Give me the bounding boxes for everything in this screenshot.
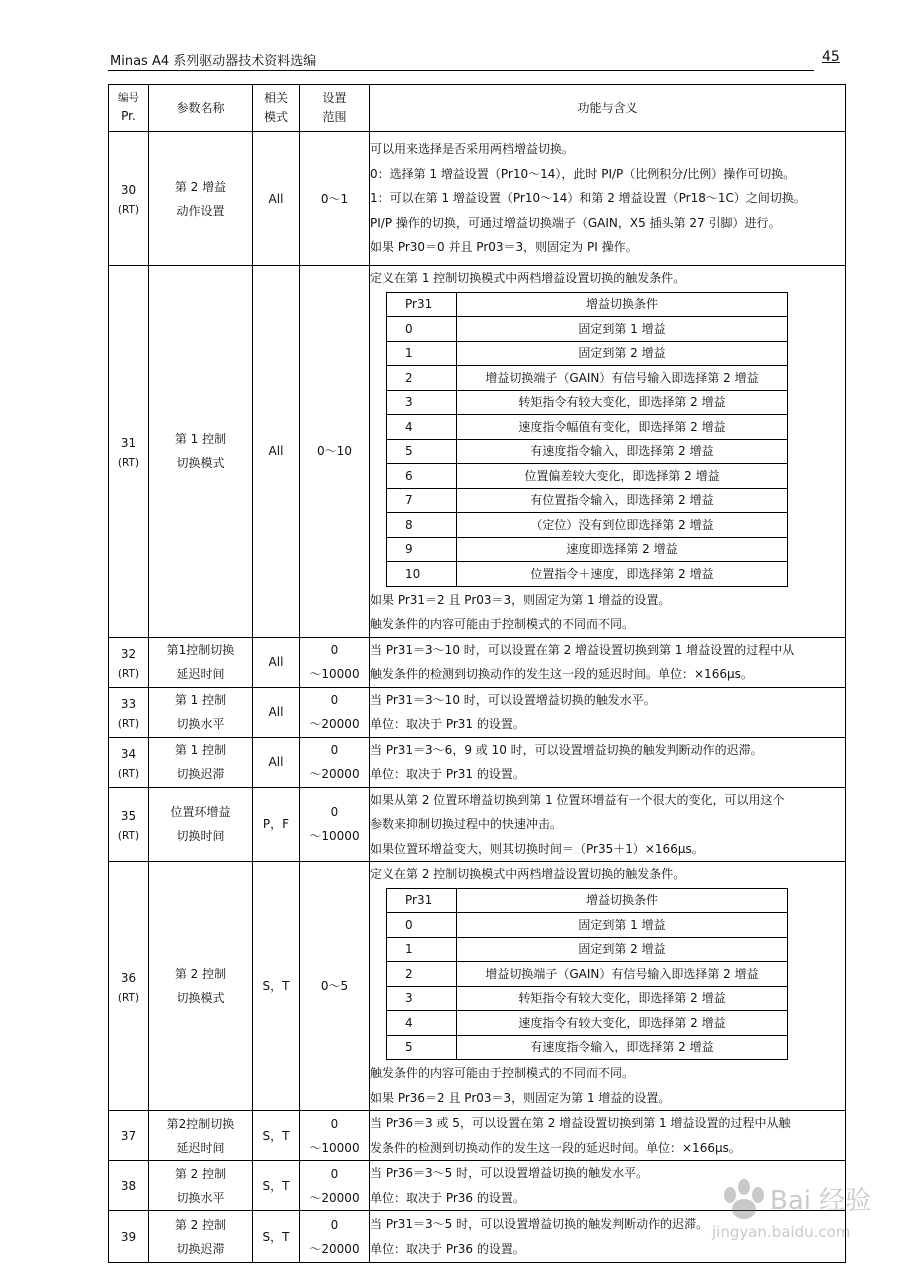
param-mode: All <box>253 637 300 687</box>
param-mode: All <box>253 132 300 266</box>
param-range <box>300 266 370 638</box>
param-name-line: 切换水平 <box>176 1190 225 1205</box>
header-function: 功能与含义 <box>370 85 846 132</box>
condition-value: 1 <box>387 341 457 366</box>
param-name-line: 切换时间 <box>176 829 225 844</box>
description-line: 0：选择第 1 增益设置（Pr10～14），此时 PI/P（比例积分/比例）操作可切换。 <box>370 166 796 181</box>
param-number <box>109 132 149 266</box>
condition-text: 有速度指令输入，即选择第 2 增益 <box>457 439 788 464</box>
param-name <box>149 787 253 862</box>
param-description <box>370 737 846 787</box>
table-row <box>109 737 846 787</box>
param-name <box>149 266 253 638</box>
sub-table-row <box>387 913 788 938</box>
description-line: 单位：取决于 Pr36 的设置。 <box>370 1190 525 1205</box>
condition-text: 转矩指令有较大变化，即选择第 2 增益 <box>457 390 788 415</box>
condition-value: 2 <box>387 962 457 987</box>
param-name-line: 第 2 增益 <box>174 179 227 194</box>
param-name <box>149 637 253 687</box>
condition-value: 10 <box>387 562 457 587</box>
param-range <box>300 1211 370 1263</box>
param-range-line: 0～1 <box>320 191 349 206</box>
param-description <box>370 637 846 687</box>
param-name-line: 第 2 控制 <box>174 967 227 981</box>
condition-value: 4 <box>387 415 457 440</box>
watermark-url: jingyan.baidu.com <box>712 1223 851 1241</box>
description-line: 触发条件的检测到切换动作的发生这一段的延迟时间。单位：×166μs。 <box>370 667 753 681</box>
param-name <box>149 1161 253 1211</box>
description-intro: 定义在第 2 控制切换模式中两档增益设置切换的触发条件。 <box>370 867 686 881</box>
condition-text: 固定到第 2 增益 <box>457 937 788 962</box>
param-name-line: 第 1 控制 <box>174 693 227 707</box>
sub-table-row <box>387 415 788 440</box>
param-name-line: 第 2 控制 <box>174 1166 227 1181</box>
param-name-line: 延迟时间 <box>176 1140 225 1155</box>
table-row <box>109 687 846 737</box>
condition-text: 有位置指令输入，即选择第 2 增益 <box>457 488 788 513</box>
description-note: 触发条件的内容可能由于控制模式的不同而不同。 <box>370 617 635 631</box>
param-name <box>149 132 253 266</box>
condition-text: 固定到第 1 增益 <box>457 913 788 938</box>
document-header-title: Minas A4 系列驱动器技术资料选编 <box>110 54 317 69</box>
param-rt: (RT) <box>117 667 140 680</box>
param-range <box>300 862 370 1111</box>
condition-value: 1 <box>387 937 457 962</box>
param-name-line: 动作设置 <box>176 203 225 218</box>
condition-value: 0 <box>387 913 457 938</box>
description-line: 单位：取决于 Pr31 的设置。 <box>370 717 525 731</box>
sub-table-row <box>387 537 788 562</box>
table-row <box>109 266 846 638</box>
description-line: PI/P 操作的切换，可通过增益切换端子（GAIN，X5 插头第 27 引脚）进行。 <box>370 215 781 230</box>
table-row <box>109 862 846 1111</box>
baidu-jingyan-watermark <box>690 1165 880 1245</box>
param-mode: P，F <box>253 787 300 862</box>
sub-table-row <box>387 962 788 987</box>
param-name-line: 切换迟滞 <box>176 767 225 781</box>
param-no: 38 <box>120 1178 137 1193</box>
param-description <box>370 1111 846 1161</box>
param-description <box>370 787 846 862</box>
header-name: 参数名称 <box>149 85 253 132</box>
param-name-line: 位置环增益 <box>170 805 231 820</box>
parameter-table <box>108 84 846 1263</box>
sub-table-row <box>387 488 788 513</box>
table-row <box>109 787 846 862</box>
param-range-line: ～20000 <box>309 767 360 781</box>
table-row <box>109 637 846 687</box>
param-no: 36 <box>120 970 137 985</box>
sub-header-condition: 增益切换条件 <box>457 888 788 913</box>
description-line: 当 Pr36＝3 或 5，可以设置在第 2 增益设置切换到第 1 增益设置的过程中从触 <box>370 1116 791 1130</box>
condition-text: 速度指令幅值有变化，即选择第 2 增益 <box>457 415 788 440</box>
sub-table-row <box>387 562 788 587</box>
param-name <box>149 737 253 787</box>
header-rule <box>108 70 814 71</box>
param-name-line: 切换水平 <box>176 717 225 731</box>
param-mode: All <box>253 266 300 638</box>
description-line: 如果位置环增益变大，则其切换时间＝（Pr35＋1）×166μs。 <box>370 841 704 856</box>
param-number <box>109 1111 149 1161</box>
sub-table-row <box>387 439 788 464</box>
param-range <box>300 1161 370 1211</box>
param-description <box>370 687 846 737</box>
param-range <box>300 737 370 787</box>
param-no: 32 <box>120 646 137 661</box>
param-mode: All <box>253 737 300 787</box>
table-row <box>109 1111 846 1161</box>
param-range-line: 0～5 <box>320 979 349 993</box>
condition-value: 6 <box>387 464 457 489</box>
param-name <box>149 862 253 1111</box>
param-range-line: ～20000 <box>309 717 360 731</box>
param-range <box>300 132 370 266</box>
condition-text: 增益切换端子（GAIN）有信号输入即选择第 2 增益 <box>457 366 788 391</box>
condition-value: 2 <box>387 366 457 391</box>
condition-text: 有速度指令输入，即选择第 2 增益 <box>457 1035 788 1060</box>
param-mode: All <box>253 687 300 737</box>
description-line: 可以用来选择是否采用两档增益切换。 <box>370 142 575 157</box>
param-range-line: ～20000 <box>309 1190 360 1205</box>
sub-header-param: Pr31 <box>387 888 457 913</box>
header-mode: 相关 模式 <box>253 85 300 132</box>
description-line: 单位：取决于 Pr36 的设置。 <box>370 1241 525 1256</box>
param-range <box>300 687 370 737</box>
param-range-line: ～10000 <box>309 1140 360 1155</box>
param-no: 31 <box>120 435 137 450</box>
sub-table-row <box>387 390 788 415</box>
param-range-line: ～20000 <box>309 1241 360 1256</box>
param-name-line: 延迟时间 <box>176 667 225 681</box>
sub-header-param: Pr31 <box>387 292 457 317</box>
param-name-line: 第1控制切换 <box>166 643 235 657</box>
sub-table-row <box>387 317 788 342</box>
param-name-line: 第2控制切换 <box>166 1116 235 1131</box>
param-range <box>300 637 370 687</box>
param-no: 39 <box>120 1229 137 1244</box>
condition-value: 4 <box>387 1011 457 1036</box>
condition-text: 固定到第 1 增益 <box>457 317 788 342</box>
description-line: 如果从第 2 位置环增益切换到第 1 位置环增益有一个很大的变化，可以用这个 <box>370 792 785 807</box>
gain-switch-condition-table <box>386 292 788 587</box>
param-range-line: 0 <box>330 1217 339 1232</box>
sub-table-row <box>387 341 788 366</box>
param-rt: (RT) <box>117 829 140 842</box>
sub-table-header <box>387 292 788 317</box>
param-rt: (RT) <box>117 717 140 730</box>
param-range-line: ～10000 <box>309 829 360 844</box>
param-number <box>109 637 149 687</box>
condition-text: 位置指令＋速度，即选择第 2 增益 <box>457 562 788 587</box>
param-no: 35 <box>120 808 137 823</box>
param-no: 37 <box>120 1128 137 1143</box>
description-line: 发条件的检测到切换动作的发生这一段的延迟时间。单位：×166μs。 <box>370 1140 741 1155</box>
param-range-line: 0 <box>330 1166 339 1181</box>
condition-text: 固定到第 2 增益 <box>457 341 788 366</box>
condition-value: 5 <box>387 1035 457 1060</box>
param-range-line: ～10000 <box>309 667 360 681</box>
param-name <box>149 687 253 737</box>
param-range-line: 0～10 <box>317 444 352 459</box>
description-intro: 定义在第 1 控制切换模式中两档增益设置切换的触发条件。 <box>370 271 686 285</box>
condition-text: 速度指令有较大变化，即选择第 2 增益 <box>457 1011 788 1036</box>
param-range <box>300 1111 370 1161</box>
param-no: 30 <box>120 183 137 197</box>
sub-header-condition: 增益切换条件 <box>457 292 788 317</box>
sub-table-row <box>387 986 788 1011</box>
param-rt: (RT) <box>117 991 140 1004</box>
param-mode: S，T <box>253 1111 300 1161</box>
sub-table-row <box>387 937 788 962</box>
condition-text: （定位）没有到位即选择第 2 增益 <box>457 513 788 538</box>
description-note: 触发条件的内容可能由于控制模式的不同而不同。 <box>370 1066 635 1080</box>
condition-value: 8 <box>387 513 457 538</box>
condition-text: 增益切换端子（GAIN）有信号输入即选择第 2 增益 <box>457 962 788 987</box>
condition-value: 3 <box>387 390 457 415</box>
param-rt: (RT) <box>117 767 140 780</box>
gain-switch-condition-table <box>386 888 788 1061</box>
header-no: 编号 Pr. <box>109 85 149 132</box>
description-line: 当 Pr36＝3～5 时，可以设置增益切换的触发水平。 <box>370 1166 649 1180</box>
sub-table-row <box>387 464 788 489</box>
param-range-line: 0 <box>330 693 339 707</box>
param-mode: S，T <box>253 1161 300 1211</box>
param-mode: S，T <box>253 1211 300 1263</box>
param-name <box>149 1111 253 1161</box>
param-description <box>370 266 846 638</box>
param-number <box>109 1161 149 1211</box>
condition-value: 9 <box>387 537 457 562</box>
param-range-line: 0 <box>330 1116 339 1131</box>
param-number <box>109 687 149 737</box>
condition-text: 位置偏差较大变化，即选择第 2 增益 <box>457 464 788 489</box>
page-number: 45 <box>822 49 840 65</box>
paw-icon <box>724 1179 764 1219</box>
param-no: 34 <box>120 746 137 761</box>
table-header-row <box>109 85 846 132</box>
condition-text: 速度即选择第 2 增益 <box>457 537 788 562</box>
description-line: 当 Pr31＝3～10 时，可以设置在第 2 增益设置切换到第 1 增益设置的过程中从 <box>370 642 795 657</box>
sub-table-row <box>387 1035 788 1060</box>
param-number <box>109 1211 149 1263</box>
header-range: 设置 范围 <box>300 85 370 132</box>
param-mode: S，T <box>253 862 300 1111</box>
description-line: 单位：取决于 Pr31 的设置。 <box>370 767 525 781</box>
param-number <box>109 737 149 787</box>
sub-table-row <box>387 513 788 538</box>
param-range-line: 0 <box>330 743 339 757</box>
description-note: 如果 Pr31＝2 且 Pr03＝3，则固定为第 1 增益的设置。 <box>370 592 671 607</box>
description-line: 参数来抑制切换过程中的快速冲击。 <box>370 817 563 831</box>
description-note: 如果 Pr36＝2 且 Pr03＝3，则固定为第 1 增益的设置。 <box>370 1090 671 1105</box>
param-name-line: 切换模式 <box>176 456 225 471</box>
description-line: 当 Pr31＝3～6，9 或 10 时，可以设置增益切换的触发判断动作的迟滞。 <box>370 742 763 757</box>
param-number <box>109 787 149 862</box>
condition-value: 0 <box>387 317 457 342</box>
param-name <box>149 1211 253 1263</box>
param-rt: (RT) <box>117 204 140 216</box>
param-description <box>370 862 846 1111</box>
param-number <box>109 266 149 638</box>
condition-text: 转矩指令有较大变化，即选择第 2 增益 <box>457 986 788 1011</box>
param-number <box>109 862 149 1111</box>
param-range-line: 0 <box>330 643 339 657</box>
param-rt: (RT) <box>117 456 140 469</box>
sub-table-header <box>387 888 788 913</box>
watermark-brand: Bai 经验 <box>770 1186 872 1216</box>
param-range <box>300 787 370 862</box>
param-name-line: 切换模式 <box>176 991 225 1005</box>
param-range-line: 0 <box>330 805 339 820</box>
sub-table-row <box>387 1011 788 1036</box>
condition-value: 7 <box>387 488 457 513</box>
condition-value: 5 <box>387 439 457 464</box>
description-line: 如果 Pr30＝0 并且 Pr03＝3，则固定为 PI 操作。 <box>370 240 638 255</box>
param-name-line: 第 2 控制 <box>174 1217 227 1232</box>
param-name-line: 第 1 控制 <box>174 432 227 447</box>
description-line: 当 Pr31＝3～10 时，可以设置增益切换的触发水平。 <box>370 692 656 707</box>
sub-table-row <box>387 366 788 391</box>
description-line: 当 Pr31＝3～5 时，可以设置增益切换的触发判断动作的迟滞。 <box>370 1217 709 1231</box>
param-name-line: 切换迟滞 <box>176 1241 225 1256</box>
param-no: 33 <box>120 696 137 711</box>
table-row <box>109 132 846 266</box>
description-line: 1：可以在第 1 增益设置（Pr10～14）和第 2 增益设置（Pr18～1C）之间切换。 <box>370 191 806 206</box>
condition-value: 3 <box>387 986 457 1011</box>
param-description <box>370 132 846 266</box>
param-name-line: 第 1 控制 <box>174 743 227 757</box>
